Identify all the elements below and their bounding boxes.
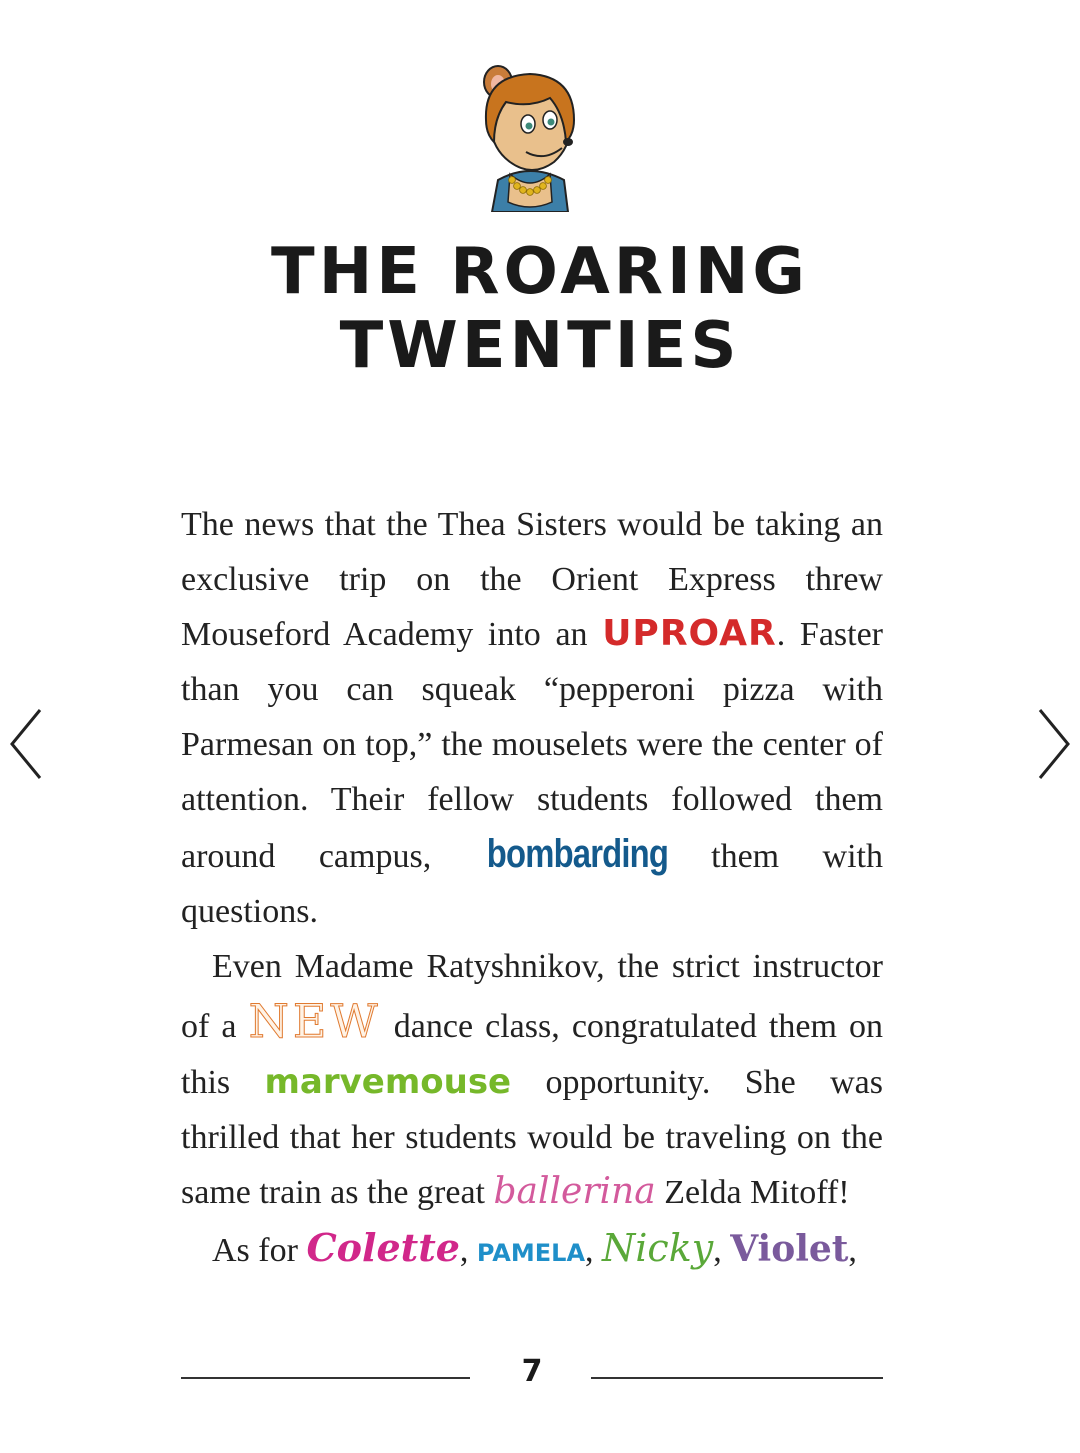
text-run: . Faster than you can squeak “pepperoni pizza with Parmesan on top,” the mouselets were the center of attention. Their fellow students followed them around campus, [181,616,884,876]
text-run: The news that the Thea Sisters would be taking an exclusive trip on the Orient Express threw Mouseford Academy into an [181,506,883,654]
next-page-button[interactable] [1034,706,1074,782]
styled-name-pamela: PAMELA [476,1239,586,1268]
paragraph-1 [181,498,883,940]
chapter-title-line-2: TWENTIES [339,309,741,383]
chevron-left-icon [6,706,46,782]
styled-word-new: NEW [248,994,382,1049]
footer-divider-right [591,1377,883,1379]
text-run: , [713,1232,731,1270]
chapter-title-line-1: THE ROARING [271,235,809,309]
chapter-illustration [470,62,590,212]
mouse-character-icon [470,62,590,212]
text-run: them with questions. [181,838,883,930]
text-run: Zelda Mitoff! [655,1174,850,1212]
styled-word-ballerina: ballerina [493,1171,656,1213]
footer-divider-left [181,1377,470,1379]
text-run: , [585,1232,603,1270]
styled-name-colette: Colette [306,1225,460,1271]
styled-word-marvemouse: marvemouse [264,1062,512,1103]
text-run: opportunity. She was thrilled that her students would be traveling on the same train as the great [181,1064,883,1212]
styled-name-violet: Violet [730,1228,849,1271]
chevron-right-icon [1034,706,1074,782]
paragraph-2 [181,940,883,1222]
text-run: , [459,1232,477,1270]
styled-name-nicky: Nicky [602,1226,714,1271]
text-run: , [848,1232,857,1270]
text-run: As for [212,1232,307,1270]
text-run: dance class, congratulated them on this [181,1008,883,1102]
styled-word-uproar: UPROAR [602,613,777,655]
paragraph-3 [181,1221,883,1281]
text-run: Even Madame Ratyshnikov, the strict instructor of a [181,947,883,1046]
chapter-body-text [181,498,883,1281]
styled-word-bombarding: bombarding [486,832,668,877]
previous-page-button[interactable] [6,706,46,782]
page-number: 7 [521,1354,543,1389]
